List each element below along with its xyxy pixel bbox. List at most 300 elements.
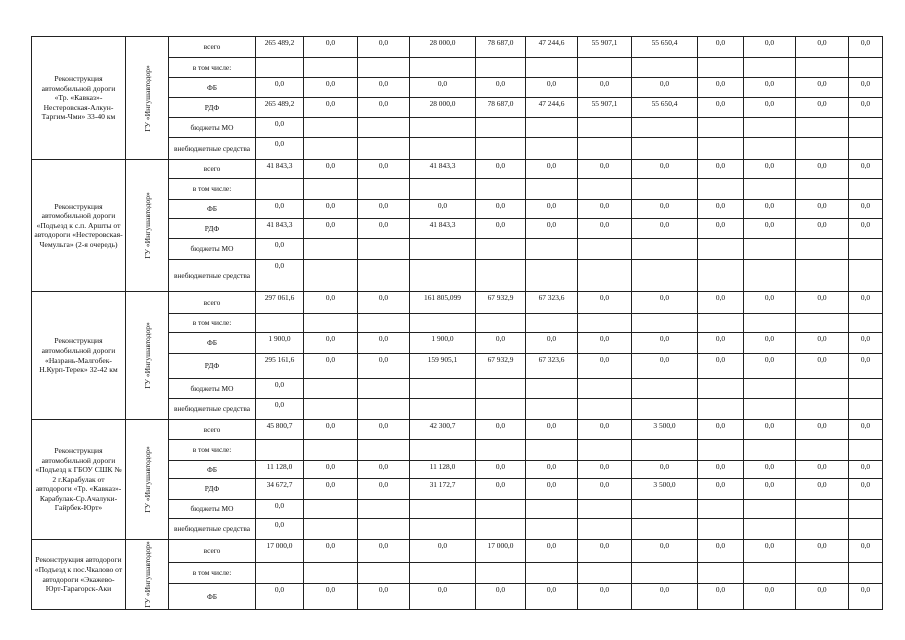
value-cell: 0,0: [632, 200, 698, 219]
value-cell: [578, 314, 632, 333]
value-cell: [632, 118, 698, 138]
value-cell: 297 061,6: [256, 292, 304, 314]
value-cell: 0,0: [304, 219, 358, 239]
value-cell: 0,0: [526, 479, 578, 500]
project-name: Реконструкция автомобильной дороги «Назрань-Малгобек-Н.Курп-Терек» 32-42 км: [32, 292, 126, 419]
value-cell: 55 907,1: [578, 37, 632, 58]
value-cell: 0,0: [849, 540, 883, 563]
value-cell: [698, 314, 744, 333]
value-cell: 42 300,7: [410, 420, 476, 440]
value-cell: [849, 500, 883, 519]
value-cell: 0,0: [410, 200, 476, 219]
value-cell: [304, 314, 358, 333]
row-label: РДФ: [169, 98, 256, 118]
value-cell: 0,0: [256, 118, 304, 138]
value-cell: 0,0: [849, 200, 883, 219]
value-cell: 0,0: [476, 479, 526, 500]
value-cell: [358, 500, 410, 519]
value-cell: [849, 138, 883, 160]
value-cell: [358, 118, 410, 138]
value-cell: [410, 239, 476, 260]
value-cell: [526, 440, 578, 461]
value-cell: 0,0: [304, 461, 358, 479]
value-cell: 0,0: [796, 78, 849, 98]
value-cell: [849, 58, 883, 78]
value-cell: 3 500,0: [632, 420, 698, 440]
row-label: всего: [169, 160, 256, 179]
value-cell: [410, 379, 476, 399]
executor-label: ГУ «Ингушавтодор»: [142, 64, 152, 132]
value-cell: [256, 563, 304, 584]
value-cell: 67 932,9: [476, 354, 526, 379]
value-cell: 0,0: [578, 333, 632, 354]
value-cell: 0,0: [526, 200, 578, 219]
value-cell: [304, 58, 358, 78]
value-cell: 0,0: [698, 37, 744, 58]
row-label: внебюджетные средства: [169, 519, 256, 540]
value-cell: 0,0: [476, 200, 526, 219]
value-cell: [578, 519, 632, 540]
value-cell: [358, 179, 410, 200]
value-cell: 0,0: [632, 160, 698, 179]
value-cell: [796, 138, 849, 160]
value-cell: [744, 500, 796, 519]
value-cell: [578, 118, 632, 138]
value-cell: [578, 179, 632, 200]
value-cell: 1 900,0: [256, 333, 304, 354]
value-cell: 67 323,6: [526, 292, 578, 314]
value-cell: 0,0: [849, 584, 883, 610]
value-cell: 3 500,0: [632, 479, 698, 500]
value-cell: 0,0: [698, 219, 744, 239]
value-cell: 0,0: [578, 354, 632, 379]
value-cell: 0,0: [578, 584, 632, 610]
project-executor: [126, 37, 169, 159]
value-cell: 0,0: [698, 540, 744, 563]
value-cell: [358, 58, 410, 78]
value-cell: [632, 519, 698, 540]
value-cell: [526, 179, 578, 200]
value-cell: 0,0: [849, 461, 883, 479]
value-cell: [358, 399, 410, 420]
value-cell: [526, 260, 578, 292]
row-label: ФБ: [169, 584, 256, 610]
value-cell: 0,0: [304, 354, 358, 379]
value-cell: [304, 179, 358, 200]
value-cell: [358, 519, 410, 540]
value-cell: [410, 519, 476, 540]
value-cell: [632, 399, 698, 420]
value-cell: [526, 563, 578, 584]
value-cell: 265 489,2: [256, 37, 304, 58]
value-cell: 0,0: [578, 78, 632, 98]
value-cell: 0,0: [849, 37, 883, 58]
value-cell: [698, 519, 744, 540]
value-cell: 0,0: [410, 584, 476, 610]
value-cell: [632, 500, 698, 519]
project-executor: [126, 160, 169, 291]
value-cell: 0,0: [304, 37, 358, 58]
value-cell: [796, 314, 849, 333]
value-cell: [796, 260, 849, 292]
value-cell: [849, 379, 883, 399]
value-cell: [744, 239, 796, 260]
value-cell: [304, 260, 358, 292]
row-label: в том числе:: [169, 314, 256, 333]
value-cell: 47 244,6: [526, 98, 578, 118]
value-cell: [410, 440, 476, 461]
row-label: ФБ: [169, 333, 256, 354]
value-cell: 0,0: [849, 333, 883, 354]
value-cell: 0,0: [578, 540, 632, 563]
value-cell: 17 000,0: [476, 540, 526, 563]
value-cell: [796, 239, 849, 260]
value-cell: [698, 440, 744, 461]
value-cell: 0,0: [476, 78, 526, 98]
value-cell: 0,0: [632, 333, 698, 354]
value-cell: [796, 500, 849, 519]
value-cell: 0,0: [256, 260, 304, 292]
value-cell: [410, 314, 476, 333]
value-cell: 0,0: [796, 584, 849, 610]
value-cell: [358, 314, 410, 333]
value-cell: 0,0: [849, 479, 883, 500]
value-cell: [849, 519, 883, 540]
value-cell: [849, 399, 883, 420]
value-cell: [796, 379, 849, 399]
value-cell: 0,0: [526, 78, 578, 98]
value-cell: 0,0: [526, 219, 578, 239]
value-cell: 67 932,9: [476, 292, 526, 314]
value-cell: 0,0: [476, 420, 526, 440]
value-cell: 0,0: [632, 540, 698, 563]
value-cell: 0,0: [744, 200, 796, 219]
value-cell: [410, 138, 476, 160]
value-cell: [304, 399, 358, 420]
value-cell: 28 000,0: [410, 37, 476, 58]
value-cell: [744, 179, 796, 200]
value-cell: 161 805,099: [410, 292, 476, 314]
value-cell: 0,0: [632, 292, 698, 314]
project-block: [31, 36, 883, 160]
value-cell: 0,0: [796, 292, 849, 314]
value-cell: 67 323,6: [526, 354, 578, 379]
value-cell: [476, 500, 526, 519]
value-cell: 0,0: [744, 292, 796, 314]
value-cell: [476, 179, 526, 200]
value-cell: [526, 118, 578, 138]
value-cell: [698, 260, 744, 292]
value-cell: 41 843,3: [410, 160, 476, 179]
value-cell: [698, 379, 744, 399]
value-cell: 0,0: [358, 540, 410, 563]
value-cell: 0,0: [744, 219, 796, 239]
value-cell: [744, 314, 796, 333]
value-cell: 0,0: [632, 461, 698, 479]
value-cell: [526, 314, 578, 333]
value-cell: 0,0: [849, 78, 883, 98]
value-cell: [632, 440, 698, 461]
value-cell: [410, 399, 476, 420]
value-cell: [304, 563, 358, 584]
value-cell: [578, 563, 632, 584]
value-cell: [526, 500, 578, 519]
project-name: Реконструкция автомобильной дороги «Тр. «Кавказ»-Нестеровская-Алкун-Таргим-Чми» 33-40 км: [32, 37, 126, 159]
value-cell: 0,0: [698, 420, 744, 440]
value-cell: 0,0: [698, 78, 744, 98]
value-cell: [410, 179, 476, 200]
row-label: ФБ: [169, 461, 256, 479]
value-cell: [304, 118, 358, 138]
project-executor: [126, 540, 169, 609]
value-cell: 0,0: [796, 420, 849, 440]
value-cell: [476, 239, 526, 260]
value-cell: [849, 563, 883, 584]
value-cell: 0,0: [796, 219, 849, 239]
value-cell: [698, 563, 744, 584]
value-cell: 0,0: [256, 399, 304, 420]
value-cell: [578, 440, 632, 461]
value-cell: [796, 179, 849, 200]
row-label: бюджеты МО: [169, 239, 256, 260]
value-cell: 0,0: [698, 200, 744, 219]
value-cell: [632, 379, 698, 399]
value-cell: [304, 239, 358, 260]
row-label: всего: [169, 37, 256, 58]
value-cell: 0,0: [256, 239, 304, 260]
value-cell: [526, 138, 578, 160]
value-cell: 45 800,7: [256, 420, 304, 440]
row-label: бюджеты МО: [169, 500, 256, 519]
value-cell: 0,0: [744, 461, 796, 479]
value-cell: 0,0: [744, 479, 796, 500]
value-cell: 0,0: [256, 519, 304, 540]
row-label: РДФ: [169, 354, 256, 379]
value-cell: [578, 58, 632, 78]
value-cell: [849, 260, 883, 292]
value-cell: [358, 138, 410, 160]
value-cell: [744, 519, 796, 540]
value-cell: 0,0: [632, 219, 698, 239]
project-name: Реконструкция автомобильной дороги «Подъезд к с.п. Аршты от автодороги «Нестеровская-Чемульга» (2-я очередь): [32, 160, 126, 291]
value-cell: [476, 314, 526, 333]
value-cell: [476, 138, 526, 160]
value-cell: 0,0: [256, 500, 304, 519]
value-cell: 0,0: [744, 584, 796, 610]
project-block: [31, 419, 883, 540]
value-cell: [632, 260, 698, 292]
row-label: всего: [169, 420, 256, 440]
value-cell: 0,0: [358, 219, 410, 239]
value-cell: [744, 399, 796, 420]
value-cell: 0,0: [476, 584, 526, 610]
value-cell: [744, 58, 796, 78]
value-cell: [849, 239, 883, 260]
value-cell: [304, 519, 358, 540]
row-label: всего: [169, 292, 256, 314]
value-cell: [358, 379, 410, 399]
value-cell: 0,0: [796, 461, 849, 479]
value-cell: [526, 239, 578, 260]
row-label: всего: [169, 540, 256, 563]
row-label: в том числе:: [169, 58, 256, 78]
value-cell: 0,0: [358, 461, 410, 479]
value-cell: [744, 138, 796, 160]
value-cell: 0,0: [526, 333, 578, 354]
project-name: Реконструкция автодороги «Подъезд к пос.Чкалово от автодороги «Экажево-Юрт-Гарагорск-Аки: [32, 540, 126, 609]
value-cell: 0,0: [358, 78, 410, 98]
row-label: внебюджетные средства: [169, 138, 256, 160]
value-cell: [632, 239, 698, 260]
value-cell: [698, 118, 744, 138]
value-cell: 0,0: [849, 98, 883, 118]
value-cell: 0,0: [698, 160, 744, 179]
value-cell: 0,0: [304, 540, 358, 563]
value-cell: 0,0: [358, 200, 410, 219]
value-cell: 0,0: [796, 479, 849, 500]
value-cell: 0,0: [304, 479, 358, 500]
value-cell: 78 687,0: [476, 37, 526, 58]
value-cell: 0,0: [698, 354, 744, 379]
value-cell: 0,0: [358, 98, 410, 118]
value-cell: 0,0: [358, 37, 410, 58]
value-cell: 0,0: [632, 584, 698, 610]
value-cell: [578, 239, 632, 260]
value-cell: [796, 118, 849, 138]
value-cell: [796, 563, 849, 584]
row-label: РДФ: [169, 219, 256, 239]
executor-label: ГУ «Ингушавтодор»: [142, 541, 152, 608]
value-cell: 0,0: [744, 420, 796, 440]
value-cell: [744, 118, 796, 138]
value-cell: [358, 563, 410, 584]
value-cell: [632, 138, 698, 160]
project-executor: [126, 420, 169, 539]
value-cell: 0,0: [476, 160, 526, 179]
value-cell: 0,0: [256, 78, 304, 98]
value-cell: [578, 399, 632, 420]
value-cell: [698, 138, 744, 160]
value-cell: 0,0: [578, 292, 632, 314]
project-block: [31, 539, 883, 610]
row-label: в том числе:: [169, 563, 256, 584]
value-cell: 0,0: [744, 540, 796, 563]
value-cell: [526, 519, 578, 540]
value-cell: 78 687,0: [476, 98, 526, 118]
value-cell: 0,0: [744, 78, 796, 98]
value-cell: 0,0: [256, 138, 304, 160]
value-cell: 0,0: [526, 584, 578, 610]
executor-label: ГУ «Ингушавтодор»: [142, 446, 152, 513]
value-cell: [304, 500, 358, 519]
value-cell: 0,0: [744, 333, 796, 354]
value-cell: [304, 138, 358, 160]
row-label: внебюджетные средства: [169, 399, 256, 420]
value-cell: [476, 379, 526, 399]
value-cell: [476, 440, 526, 461]
value-cell: 41 843,3: [410, 219, 476, 239]
value-cell: 0,0: [578, 479, 632, 500]
value-cell: [849, 440, 883, 461]
value-cell: 0,0: [410, 540, 476, 563]
value-cell: 0,0: [358, 584, 410, 610]
value-cell: 55 650,4: [632, 98, 698, 118]
value-cell: 0,0: [526, 540, 578, 563]
value-cell: 0,0: [744, 354, 796, 379]
row-label: РДФ: [169, 479, 256, 500]
value-cell: 0,0: [304, 160, 358, 179]
value-cell: [744, 260, 796, 292]
value-cell: [358, 440, 410, 461]
project-block: [31, 291, 883, 420]
value-cell: [632, 563, 698, 584]
value-cell: [526, 379, 578, 399]
value-cell: [476, 563, 526, 584]
value-cell: [358, 239, 410, 260]
value-cell: 0,0: [698, 479, 744, 500]
value-cell: 1 900,0: [410, 333, 476, 354]
value-cell: [744, 440, 796, 461]
value-cell: [526, 399, 578, 420]
value-cell: [410, 118, 476, 138]
value-cell: 0,0: [632, 354, 698, 379]
value-cell: 47 244,6: [526, 37, 578, 58]
value-cell: 295 161,6: [256, 354, 304, 379]
value-cell: 0,0: [526, 461, 578, 479]
value-cell: [796, 440, 849, 461]
value-cell: [304, 379, 358, 399]
value-cell: 0,0: [796, 160, 849, 179]
value-cell: 0,0: [256, 200, 304, 219]
row-label: бюджеты МО: [169, 118, 256, 138]
value-cell: 0,0: [744, 160, 796, 179]
row-label: ФБ: [169, 200, 256, 219]
value-cell: [476, 118, 526, 138]
value-cell: 0,0: [849, 160, 883, 179]
value-cell: [410, 500, 476, 519]
value-cell: [410, 563, 476, 584]
value-cell: 0,0: [849, 219, 883, 239]
value-cell: 0,0: [796, 354, 849, 379]
value-cell: 0,0: [578, 461, 632, 479]
value-cell: 0,0: [256, 379, 304, 399]
value-cell: 0,0: [304, 292, 358, 314]
value-cell: [698, 58, 744, 78]
value-cell: 0,0: [744, 37, 796, 58]
value-cell: [476, 58, 526, 78]
executor-label: ГУ «Ингушавтодор»: [142, 192, 152, 259]
value-cell: [476, 260, 526, 292]
value-cell: 0,0: [796, 37, 849, 58]
value-cell: [849, 314, 883, 333]
value-cell: [698, 239, 744, 260]
value-cell: 0,0: [578, 200, 632, 219]
project-name: Реконструкция автомобильной дороги «Подъезд к ГБОУ СШК № 2 г.Карабулак от автодороги «Тр. «Кавказ»-Карабулак-Ср.Ачалуки-Гайрбек-Юрт»: [32, 420, 126, 539]
row-label: ФБ: [169, 78, 256, 98]
value-cell: 0,0: [476, 461, 526, 479]
value-cell: [744, 563, 796, 584]
value-cell: [358, 260, 410, 292]
value-cell: 0,0: [796, 540, 849, 563]
value-cell: [796, 399, 849, 420]
value-cell: [578, 500, 632, 519]
value-cell: 17 000,0: [256, 540, 304, 563]
value-cell: 0,0: [358, 420, 410, 440]
value-cell: [796, 58, 849, 78]
value-cell: [849, 118, 883, 138]
value-cell: 0,0: [256, 584, 304, 610]
value-cell: [632, 58, 698, 78]
